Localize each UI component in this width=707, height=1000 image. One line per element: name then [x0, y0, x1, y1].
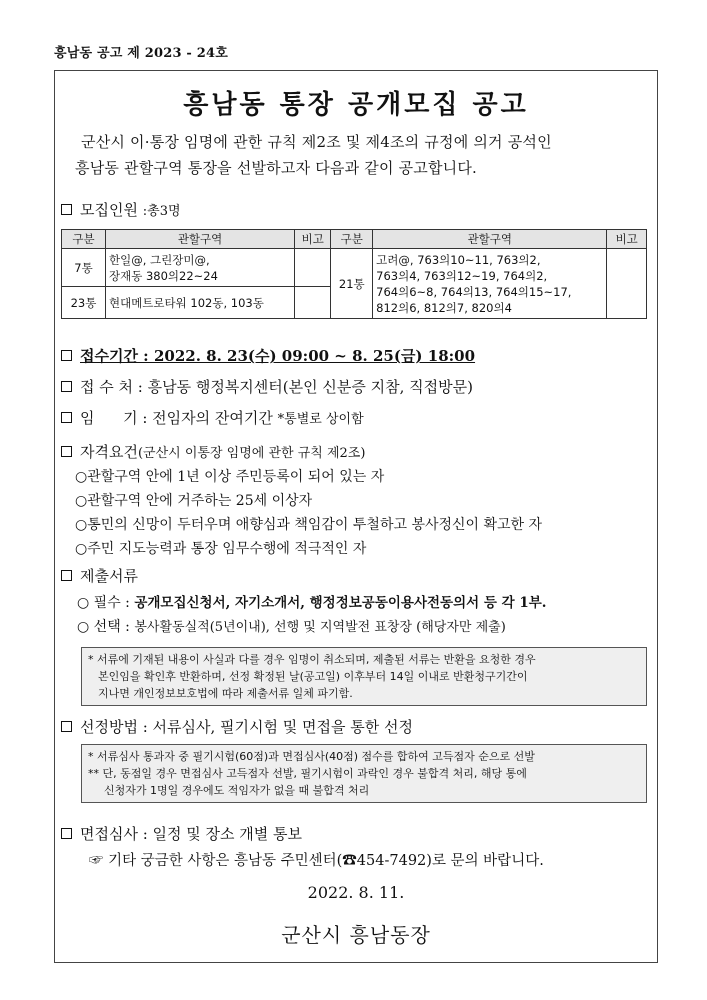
documents-required [77, 591, 546, 612]
recruit-value: :총3명 [142, 204, 181, 219]
optional-text: 봉사활동실적(5년이내), 선행 및 지역발전 표창장 (해당자만 제출) [134, 620, 506, 635]
table-cell-unit: 23통 [62, 287, 106, 319]
table-row [62, 249, 647, 287]
table-cell-note [295, 287, 331, 319]
checkbox-square-icon [61, 204, 72, 215]
note-line: 본인임을 확인후 반환하며, 선정 확정된 날(공고일) 이후부터 14일 이내로 반환청구기간이 [98, 670, 528, 683]
area-line: 764의6~8, 764의13, 764의15~17, [376, 284, 572, 299]
section-selection [61, 716, 651, 737]
term-note: *통별로 상이함 [277, 412, 364, 427]
checkbox-square-icon [61, 446, 72, 457]
table-cell-unit: 7통 [62, 249, 106, 287]
table-cell-area [105, 287, 294, 319]
notice-number: 흥남동 공고 제 2023 - 24호 [54, 46, 229, 61]
intro-paragraph [75, 129, 647, 181]
table-header-row [62, 230, 647, 249]
district-table [61, 229, 647, 319]
table-cell-note [607, 249, 647, 319]
contact-line: ☞ 기타 궁금한 사항은 흥남동 주민센터(☎454-7492)로 문의 바랍니다. [89, 853, 544, 869]
interview-text: 면접심사 : 일정 및 장소 개별 통보 [80, 825, 303, 843]
table-header: 비고 [607, 230, 647, 249]
section-interview [61, 823, 651, 844]
qualification-item: ○관할구역 안에 거주하는 25세 이상자 [75, 493, 313, 509]
documents-optional [77, 616, 506, 636]
section-documents [61, 565, 651, 586]
selection-note-box [81, 744, 647, 803]
table-cell-note [295, 249, 331, 287]
table-cell-unit: 21통 [331, 249, 373, 319]
checkbox-square-icon [61, 721, 72, 732]
note-line: 지나면 개인정보보호법에 따라 제출서류 일체 파기함. [98, 687, 353, 700]
table-header: 구분 [62, 230, 106, 249]
note-line: * 서류에 기재된 내용이 사실과 다를 경우 임명이 취소되며, 제출된 서류는 반환을 요청한 경우 [88, 653, 536, 666]
period-text: 접수기간 : 2022. 8. 23(수) 09:00 ~ 8. 25(금) 18:00 [80, 347, 476, 365]
section-recruit [61, 199, 651, 220]
qualification-item: ○주민 지도능력과 통장 임무수행에 적극적인 자 [75, 541, 367, 557]
table-header: 관할구역 [105, 230, 294, 249]
required-text: 공개모집신청서, 자기소개서, 행정정보공동이용사전동의서 등 각 1부. [134, 595, 547, 611]
area-line: 고려@, 763의10~11, 763의2, [376, 252, 541, 267]
area-line: 현대메트로타워 102동, 103동 [108, 295, 264, 310]
section-period [61, 345, 651, 366]
required-label: ○ 필수 : [77, 595, 130, 611]
section-term [61, 407, 651, 428]
checkbox-square-icon [61, 828, 72, 839]
selection-label: 선정방법 : 서류심사, 필기시험 및 면접을 통한 선정 [80, 718, 414, 736]
note-line: ** 단, 동점일 경우 면접심사 고득점자 선발, 필기시험이 과락인 경우 불합격 처리, 해당 통에 [88, 767, 527, 780]
optional-label: ○ 선택 : [77, 619, 130, 635]
notice-date: 2022. 8. 11. [307, 883, 405, 902]
notice-frame [54, 70, 658, 963]
note-line: 신청자가 1명일 경우에도 적임자가 없을 때 불합격 처리 [104, 784, 370, 797]
qualification-item: ○관할구역 안에 1년 이상 주민등록이 되어 있는 자 [75, 469, 385, 485]
recruit-label: 모집인원 [80, 201, 138, 219]
area-line: 한일@, 그린장미@, [108, 252, 210, 267]
qualification-label: 자격요건 [80, 443, 138, 461]
table-cell-area [373, 249, 607, 319]
checkbox-square-icon [61, 412, 72, 423]
intro-line: 군산시 이·통장 임명에 관한 규칙 제2조 및 제4조의 규정에 의거 공석인 [81, 133, 552, 151]
table-header: 구분 [331, 230, 373, 249]
issuer-name: 군산시 흥남동장 [281, 923, 431, 947]
intro-line: 흥남동 관할구역 통장을 선발하고자 다음과 같이 공고합니다. [75, 159, 478, 177]
table-cell-area [105, 249, 294, 287]
documents-note-box [81, 647, 647, 706]
qualification-note: (군산시 이통장 임명에 관한 규칙 제2조) [137, 446, 366, 461]
page-title: 흥남동 통장 공개모집 공고 [183, 90, 529, 120]
checkbox-square-icon [61, 381, 72, 392]
term-text: 임 기 : 전임자의 잔여기간 [80, 409, 273, 427]
area-line: 812의6, 812의7, 820의4 [376, 300, 512, 315]
table-header: 관할구역 [373, 230, 607, 249]
checkbox-square-icon [61, 350, 72, 361]
table-header: 비고 [295, 230, 331, 249]
area-line: 763의4, 763의12~19, 764의2, [376, 268, 548, 283]
note-line: * 서류심사 통과자 중 필기시험(60점)과 면접심사(40점) 점수를 합하여 고득점자 순으로 선발 [88, 750, 535, 763]
documents-label: 제출서류 [80, 567, 138, 585]
section-qualification [61, 441, 651, 462]
checkbox-square-icon [61, 570, 72, 581]
area-line: 장재동 380의22~24 [108, 268, 218, 283]
place-text: 접 수 처 : 흥남동 행정복지센터(본인 신분증 지참, 직접방문) [80, 378, 473, 396]
section-place [61, 376, 651, 397]
qualification-item: ○통민의 신망이 두터우며 애향심과 책임감이 투철하고 봉사정신이 확고한 자 [75, 517, 543, 533]
